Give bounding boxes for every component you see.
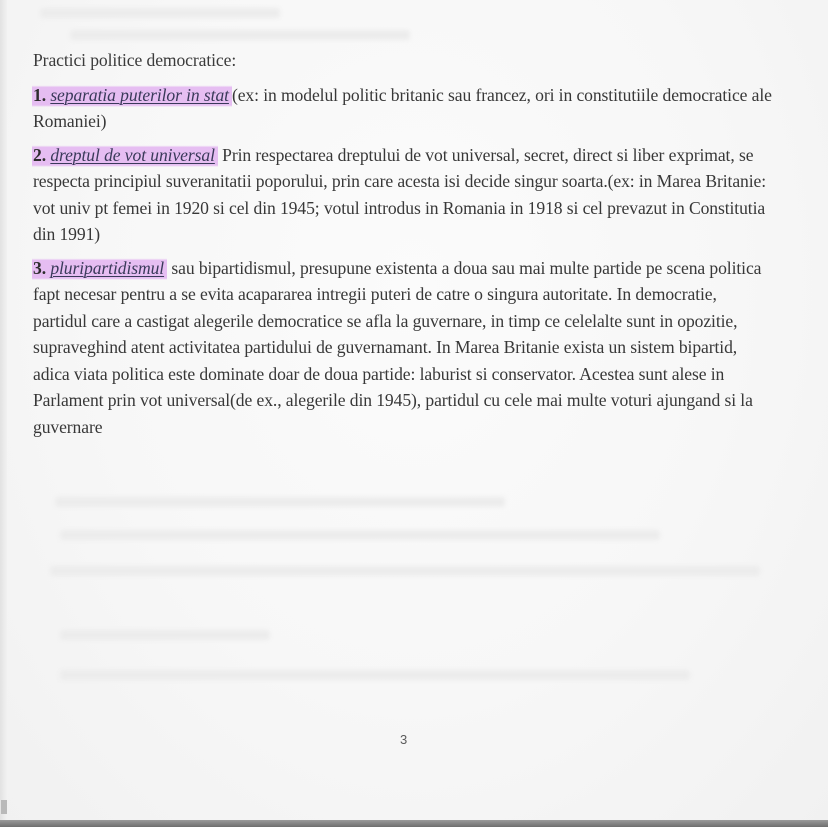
item-number: 1. [33,84,46,105]
highlight-mark [32,256,167,280]
highlight-mark [32,83,232,107]
item-term: separatia puterilor in stat [50,84,229,105]
document-content [33,47,773,447]
item-term: dreptul de vot universal [50,144,215,165]
bleed-through-line [55,497,505,507]
bleed-through-line [50,566,760,576]
item-text: sau bipartidismul, presupune existenta a doua sau mai multe partide pe scena politica fapt necesar pentru a se evita acapararea intregii puteri de catre o singura autoritate. In democratie, partidul care a castigat alegerile democratice se afla la guvernare, in timp ce celelalte sunt in opozitie, supraveghind atent activitatea partidului de guvernamant. In Marea Britanie exista un sistem bipartid, adica viata politica este dominate doar de doua partide: laburist si conservator. Acestea sunt alese in Parlament prin vot universal(de ex., alegerile din 1945), partidul cu cele mai multe voturi ajungand si la guvernare [33,257,762,437]
item-text: (ex: in modelul politic britanic sau francez, ori in constitutiile democratice ale Romaniei) [33,84,772,131]
list-item-pluralism [33,255,773,441]
bleed-through-line [70,30,410,40]
page-number: 3 [400,732,408,747]
item-term: pluripartidismul [50,257,165,278]
item-number: 2. [33,144,46,165]
list-item-separation-of-powers [33,82,773,135]
page-bottom-edge [0,820,828,827]
item-number: 3. [33,257,46,278]
bleed-through-line [60,530,660,540]
bleed-through-line [60,670,690,680]
bleed-through-line [60,630,270,640]
list-item-universal-suffrage [33,142,773,248]
item-text: Prin respectarea dreptului de vot universal, secret, direct si liber exprimat, se respecta principiul suveranitatii poporului, prin care acesta isi decide singur soarta.(ex: in Marea Britanie: vot univ pt femei in 1920 si cel din 1945; votul introdus in Romania in 1918 si cel prevazut in Constitutia din 1991) [33,144,767,244]
section-title: Practici politice democratice: [33,50,237,70]
page-left-edge [0,0,7,822]
highlight-mark [32,143,218,167]
binding-mark [1,800,7,814]
bleed-through-line [40,8,280,18]
